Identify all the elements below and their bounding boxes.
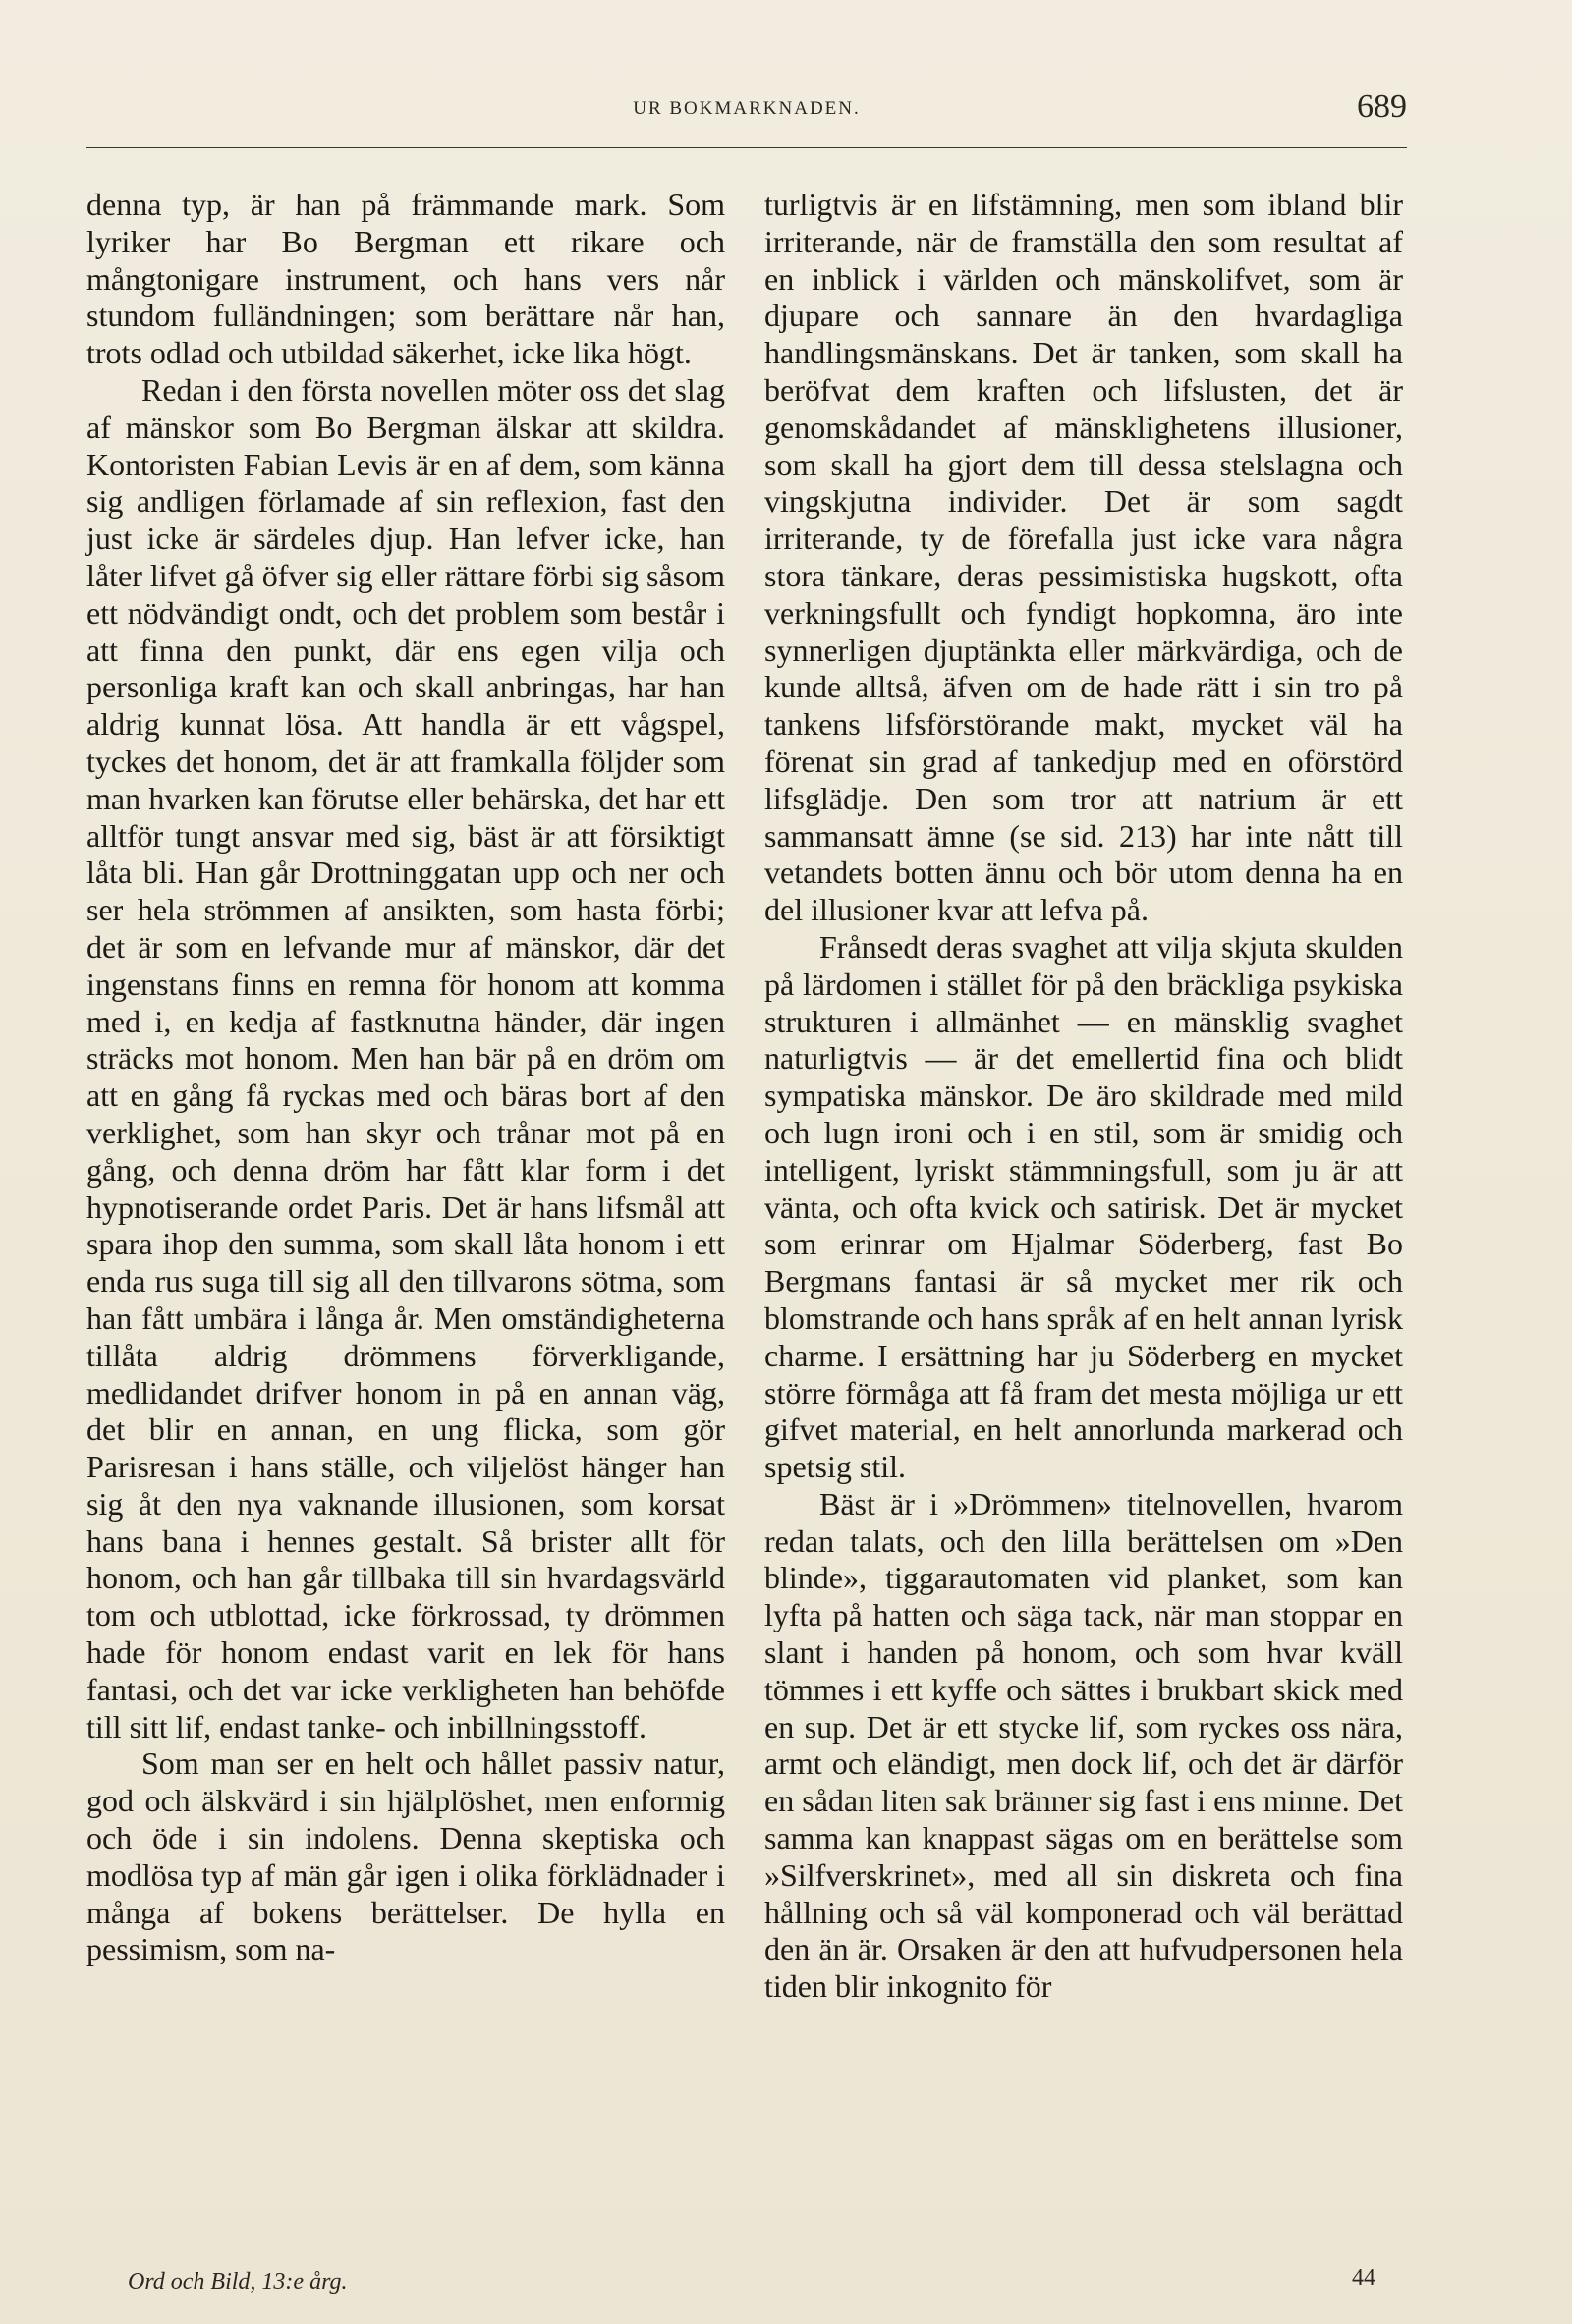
header-rule	[86, 147, 1407, 148]
right-paragraph-3: Bäst är i »Drömmen» titelnovellen, hvarom redan talats, och den lilla berättelsen om »Den blinde», tiggarautomaten vid planket, som kan lyfta på hatten och säga tack, när man stoppar en slant i handen på honom, och som hvar kväll tömmes i ett kyffe och sättes i brukbart skick med en sup. Det är ett stycke lif, som ryckes oss nära, armt och eländigt, men dock lif, och det är därför en sådan liten sak bränner sig fast i ens minne. Det samma kan knappast sägas om en berättelse som »Silfverskrinet», med all sin diskreta och fina hållning och så väl komponerad och väl berättad den än är. Orsaken är den att hufvudpersonen hela tiden blir inkognito för	[764, 1485, 1403, 2005]
right-column	[764, 187, 1403, 2006]
signature-mark: 44	[1352, 2265, 1376, 2291]
left-paragraph-2: Redan i den första novellen möter oss det slag af mänskor som Bo Bergman älskar att skildra. Kontoristen Fabian Levis är en af dem, som känna sig andligen förlamade af sin reflexion, fast den just icke är särdeles djup. Han lefver icke, han låter lifvet gå öfver sig eller rättare förbi sig såsom ett nödvändigt ondt, och det problem som består i att finna den punkt, där ens egen vilja och personliga kraft kan och skall anbringas, har han aldrig kunnat lösa. Att handla är ett vågspel, tyckes det honom, det är att framkalla följder som man hvarken kan förutse eller behärska, det har ett alltför tungt ansvar med sig, bäst är att försiktigt låta bli. Han går Drottninggatan upp och ner och ser hela strömmen af ansikten, som hasta förbi; det är som en lefvande mur af mänskor, där det ingenstans finns en remna för honom att komma med i, en kedja af fastknutna händer, där ingen sträcks mot honom. Men han bär på en dröm om att en gång få ryckas med och bäras bort af den verklighet, som han skyr och trånar mot på en gång, och denna dröm har fått klar form i det hypnotiserande ordet Paris. Det är hans lifsmål att spara ihop den summa, som skall låta honom i ett enda rus suga till sig all den tillvarons sötma, som han fått umbära i långa år. Men omständigheterna tillåta aldrig drömmens förverkligande, medlidandet drifver honom in på en annan väg, det blir en annan, en ung flicka, som gör Parisresan i hans ställe, och viljelöst hänger han sig åt den nya vaknande illusionen, som korsat hans bana i hennes gestalt. Så brister allt för honom, och han går tillbaka till sin hvardagsvärld tom och utblottad, icke förkrossad, ty drömmen hade för honom endast varit en lek för hans fantasi, och det var icke verkligheten han behöfde till sitt lif, endast tanke- och inbillningsstoff.	[86, 371, 725, 1744]
page-header	[86, 88, 1407, 134]
left-paragraph-3: Som man ser en helt och hållet passiv natur, god och älskvärd i sin hjälplöshet, men enformig och öde i sin indolens. Denna skeptiska och modlösa typ af män går igen i olika förklädnader i många af bokens berättelser. De hylla en pessimism, som na-	[86, 1745, 725, 1967]
left-paragraph-1: denna typ, är han på främmande mark. Som lyriker har Bo Bergman ett rikare och mångtonigare instrument, och hans vers når stundom fulländningen; som berättare når han, trots odlad och utbildad säkerhet, icke lika högt.	[86, 187, 725, 371]
right-paragraph-1: turligtvis är en lifstämning, men som ibland blir irriterande, när de framställa den som resultat af en inblick i världen och mänskolifvet, som är djupare och sannare än den hvardagliga handlingsmänskans. Det är tanken, som skall ha beröfvat dem kraften och lifslusten, det är genomskådandet af mänsklighetens illusioner, som skall ha gjort dem till dessa stelslagna och vingskjutna individer. Det är som sagdt irriterande, ty de förefalla just icke vara några stora tänkare, deras pessimistiska hugskott, ofta verkningsfullt och fyndigt hopkomna, äro inte synnerligen djuptänkta eller märkvärdiga, och de kunde alltså, äfven om de hade rätt i sin tro på tankens lifsförstörande makt, mycket väl ha förenat sin grad af tankedjup med en oförstörd lifsglädje. Den som tror att natrium är ett sammansatt ämne (se sid. 213) har inte nått till vetandets botten ännu och bör utom denna ha en del illusioner kvar att lefva på.	[764, 187, 1403, 928]
left-column	[86, 187, 725, 1968]
page-number: 689	[1357, 88, 1407, 125]
right-paragraph-2: Frånsedt deras svaghet att vilja skjuta skulden på lärdomen i stället för på den bräckliga psykiska strukturen i allmänhet — en mänsklig svaghet naturligtvis — är det emellertid fina och blidt sympatiska mänskor. De äro skildrade med mild och lugn ironi och i en stil, som är smidig och intelligent, lyriskt stämmningsfull, som ju är att vänta, och ofta kvick och satirisk. Det är mycket som erinrar om Hjalmar Söderberg, fast Bo Bergmans fantasi är så mycket mer rik och blomstrande och hans språk af en helt annan lyrisk charme. I ersättning har ju Söderberg en mycket större förmåga att få fram det mesta möjliga ur ett gifvet material, en helt annorlunda markerad och spetsig stil.	[764, 928, 1403, 1485]
journal-footer: Ord och Bild, 13:e årg.	[128, 2269, 348, 2295]
running-head: UR BOKMARKNADEN.	[633, 98, 861, 119]
